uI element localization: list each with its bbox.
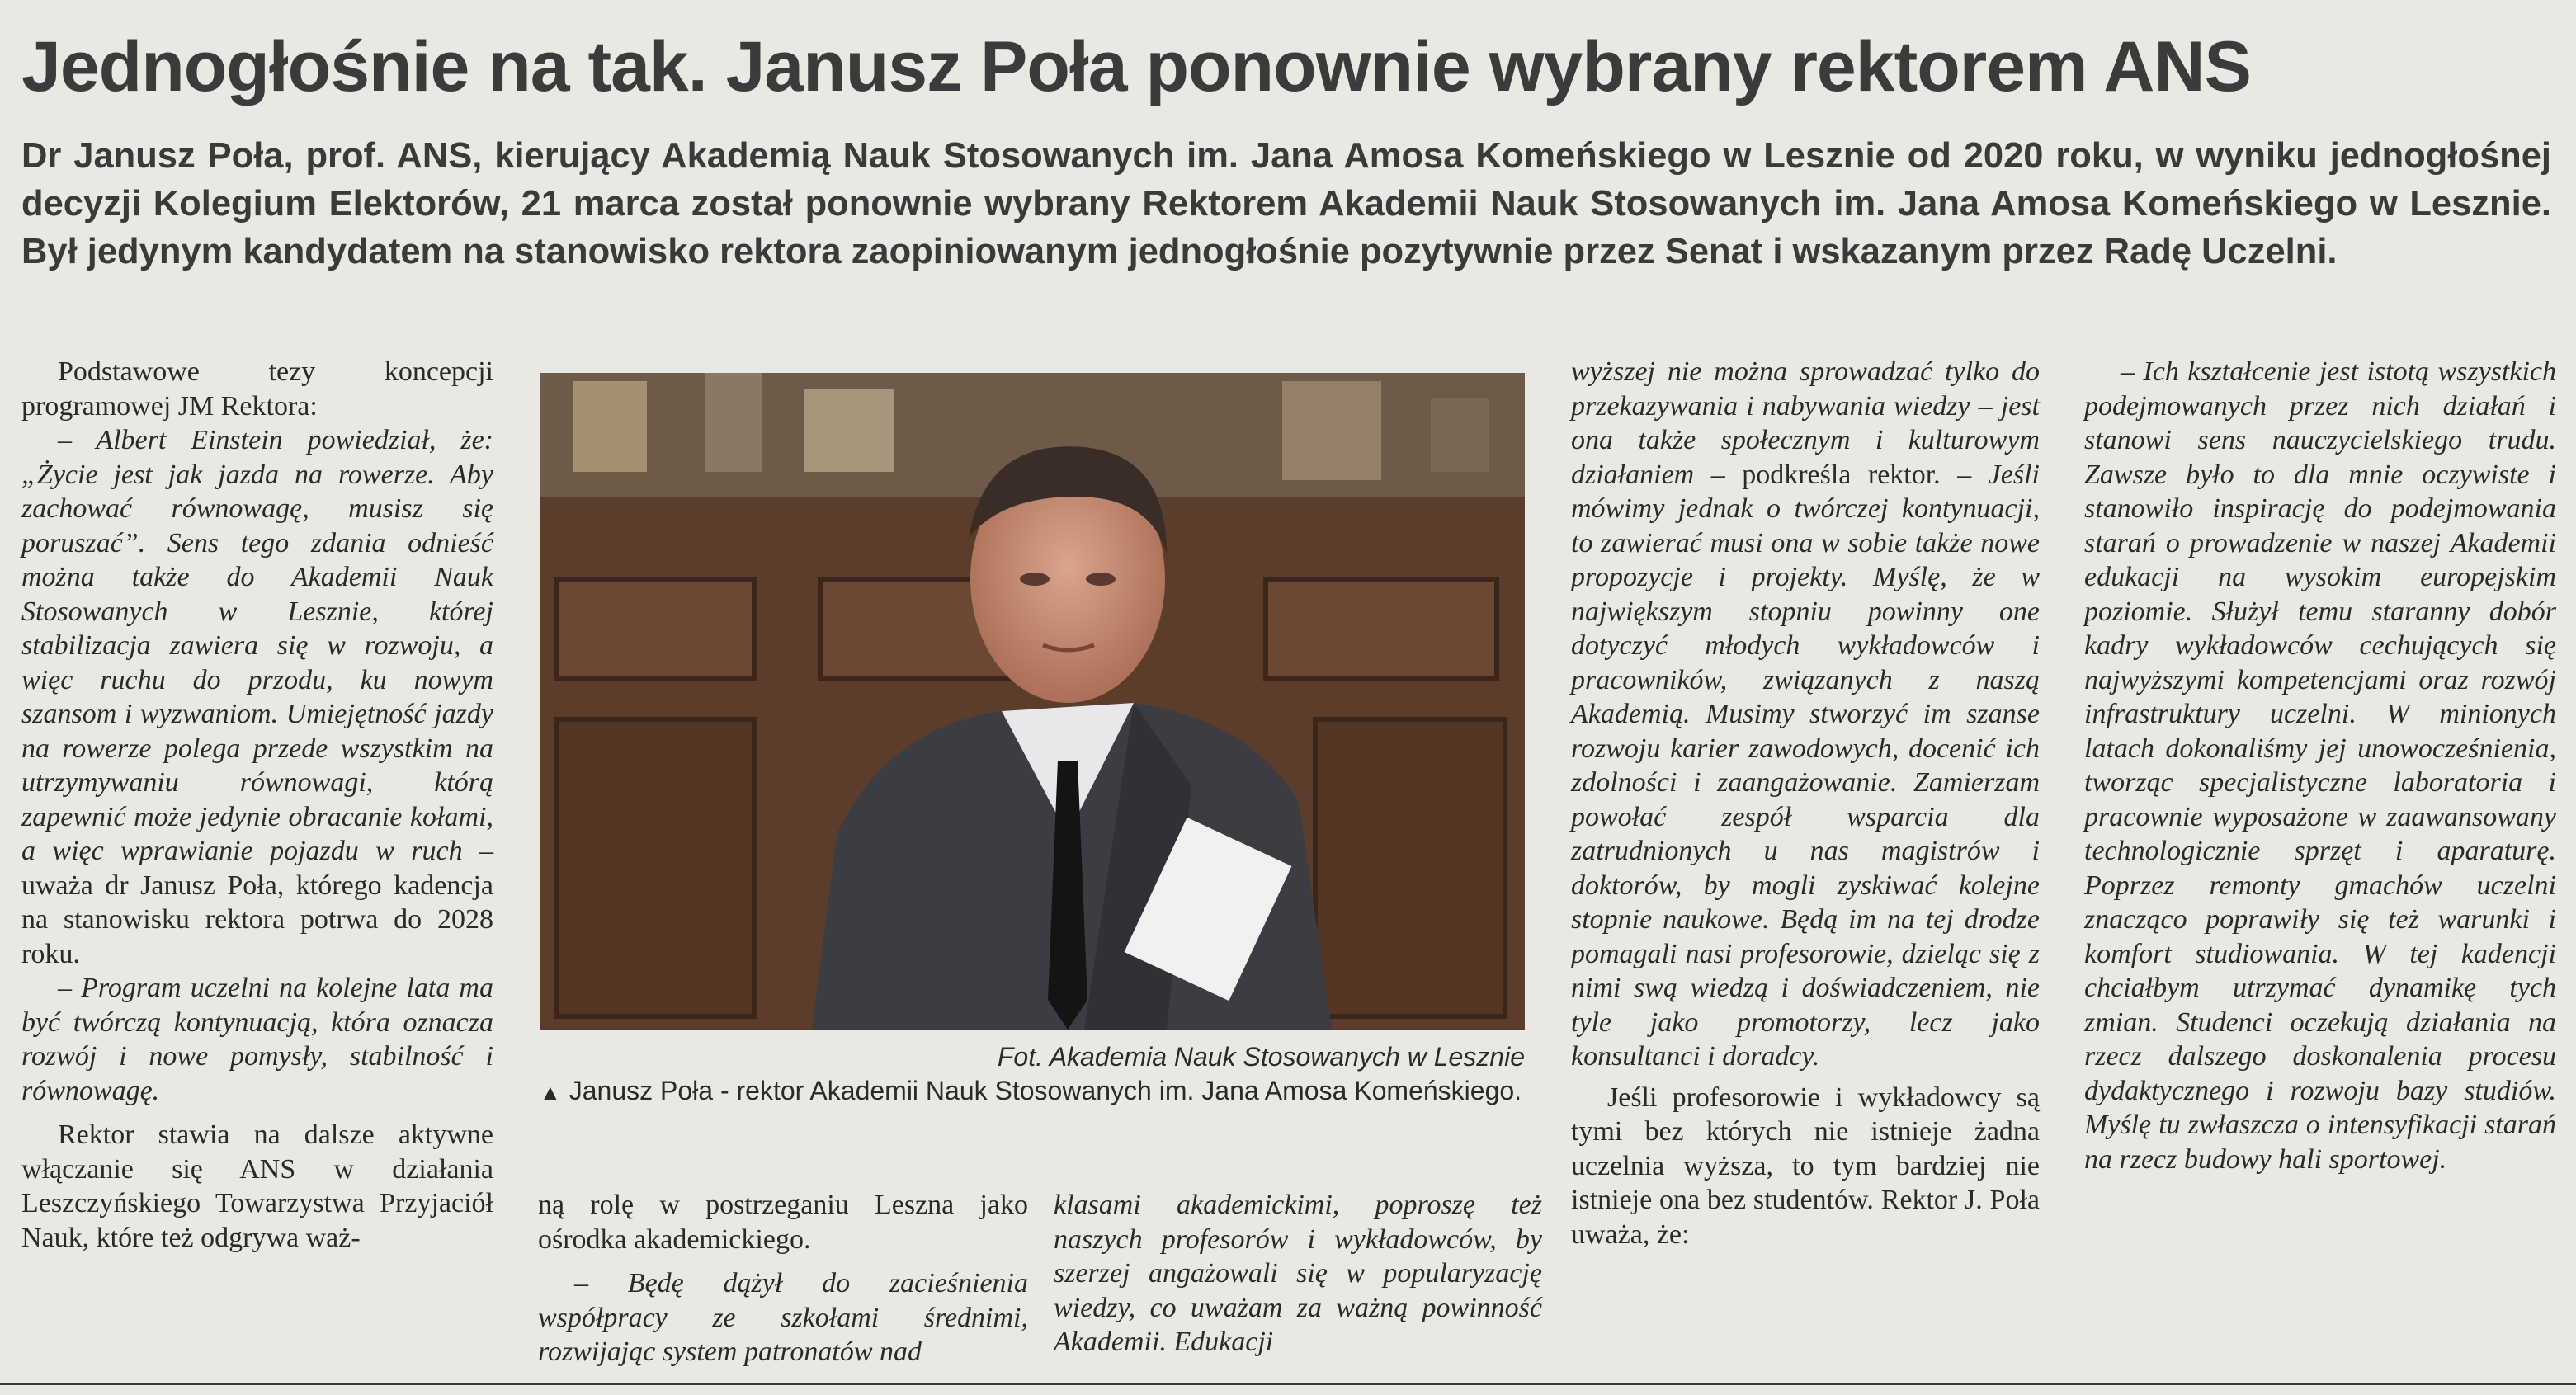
- rector-attribution: – podkreśla rektor.: [1694, 459, 1958, 490]
- continuation-quote: – Jeśli mówimy jednak o twórczej kontynuacji, to zawierać musi ona w sobie także nowe propozycje i projekty. Myślę, że w największym stopniu powinny one dotyczyć młodych wykładowców i pracowników, związanych z naszą Akademią. Musimy stworzyć im szanse rozwoju karier zawodowych, docenić ich zdolności i zaangażowanie. Zamierzam powołać zespół wsparcia dla zatrudnionych u nas magistrów i doktorów, by mogli zyskiwać kolejne stopnie naukowe. Będą im na tej drodze pomagali nasi profesorowie, dzieląc się z nimi swą wiedzą i doświadczeniem, nie tyle jako promotorzy, lecz jako konsultanci i doradcy.: [1571, 459, 2040, 1072]
- education-quote: wyższej nie można sprowadzać tylko do przekazywania i nabywania wiedzy – jest ona także społecznym i kulturowym działaniem: [1571, 356, 2040, 490]
- headline: Jednogłośnie na tak. Janusz Poła ponownie wybrany rektorem ANS: [21, 27, 2251, 106]
- program-quote: – Program uczelni na kolejne lata ma być twórczą kontynuacją, która oznacza rozwój i nowe pomysły, stabilność i równowagę.: [21, 973, 493, 1106]
- einstein-quote: – Albert Einstein powiedział, że: „Życie jest jak jazda na rowerze. Aby zachować równowagę, musisz się poruszać”. Sens tego zdania odnieść można także do Akademii Nauk Stosowanych w Lesznie, której stabilizacja zawiera się w rozwoju, a więc ruchu do przodu, ku nowym szansom i wyzwaniom. Umiejętność jazdy na rowerze polega przede wszystkim na utrzymywaniu równowagi, którą zapewnić może jedynie obracanie kołami, a więc wprawianie pojazdu w ruch: [21, 425, 493, 866]
- students-paragraph: Jeśli profesorowie i wykładowcy są tymi bez których nie istnieje żadna uczelnia wyższa, to tym bardziej nie istnieje ona bez studentów. Rektor J. Poła uważa, że:: [1571, 1082, 2040, 1250]
- column-1-einstein-paragraph: [21, 423, 493, 971]
- education-quality-quote: – Ich kształcenie jest istotą wszystkich podejmowanych przez nich działań i stanowi sens nauczycielskiego trudu. Zawsze było to dla mnie oczywiste i stanowiło inspirację do podejmowania starań o prowadzenie w naszej Akademii edukacji na wysokim europejskim poziomie. Służył temu staranny dobór kadry wykładowców cechujących się najwyższymi kompetencjami oraz rozwój infrastruktury uczelni. W minionych latach dokonaliśmy jej unowocześnienia, tworząc specjalistyczne laboratoria i pracownie wyposażone w zaawansowany technologicznie sprzęt i aparaturę. Poprzez remonty gmachów uczelni znacząco poprawiły się też warunki i komfort studiowania. W tej kadencji chciałbym utrzymać dynamikę tych zmian. Studenci oczekują działania na rzecz dalszego doskonalenia procesu dydaktycznego i rozwoju bazy studiów. Myślę tu zwłaszcza o intensyfikacji starań na rzecz budowy hali sportowej.: [2084, 356, 2556, 1175]
- photo-caption-text: Janusz Poła - rektor Akademii Nauk Stosowanych im. Jana Amosa Komeńskiego.: [569, 1076, 1522, 1105]
- bottom-rule: [0, 1383, 2576, 1385]
- column-1: [21, 355, 493, 1255]
- lead-paragraph: Dr Janusz Poła, prof. ANS, kierujący Akademią Nauk Stosowanych im. Jana Amosa Komeńskiego w Lesznie od 2020 roku, w wyniku jednogłośnej decyzji Kolegium Elektorów, 21 marca został ponownie wybrany Rektorem Akademii Nauk Stosowanych im. Jana Amosa Komeńskiego w Lesznie. Był jedynym kandydatem na stanowisko rektora zaopiniowanym jednogłośnie pozytywnie przez Senat i wskazanym przez Radę Uczelni.: [21, 136, 2551, 271]
- column-1-intro: Podstawowe tezy koncepcji programowej JM Rektora:: [21, 356, 493, 422]
- column-4: [1571, 355, 2040, 1251]
- einstein-attribution: – uważa dr Janusz Poła, którego kadencja na stanowisku rektora potrwa do 2028 roku.: [21, 836, 493, 969]
- caption-triangle-icon: ▲: [540, 1080, 561, 1105]
- column-5: [2084, 355, 2556, 1176]
- popularization-quote: klasami akademickimi, poproszę też naszych profesorów i wykładowców, by szerzej angażowali się w popularyzację wiedzy, co uważam za ważną powinność Akademii. Edukacji: [1054, 1190, 1542, 1357]
- column-2-continuation: ną rolę w postrzeganiu Leszna jako ośrodka akademickiego.: [538, 1190, 1028, 1255]
- photo-caption: [540, 1074, 1525, 1110]
- rector-photo: [540, 373, 1525, 1030]
- photo-credit: Fot. Akademia Nauk Stosowanych w Lesznie: [997, 1042, 1525, 1072]
- column-4-paragraph: [1571, 355, 2040, 1074]
- schools-quote: – Będę dążył do zacieśnienia współpracy ze szkołami średnimi, rozwijając system patronatów nad: [538, 1268, 1028, 1367]
- rector-portrait-image: [540, 373, 1525, 1030]
- column-3: [1054, 1188, 1542, 1360]
- column-1-ltpn-paragraph: Rektor stawia na dalsze aktywne włączanie się ANS w działania Leszczyńskiego Towarzystwa Przyjaciół Nauk, które też odgrywa waż-: [21, 1119, 493, 1253]
- column-2: [538, 1188, 1028, 1369]
